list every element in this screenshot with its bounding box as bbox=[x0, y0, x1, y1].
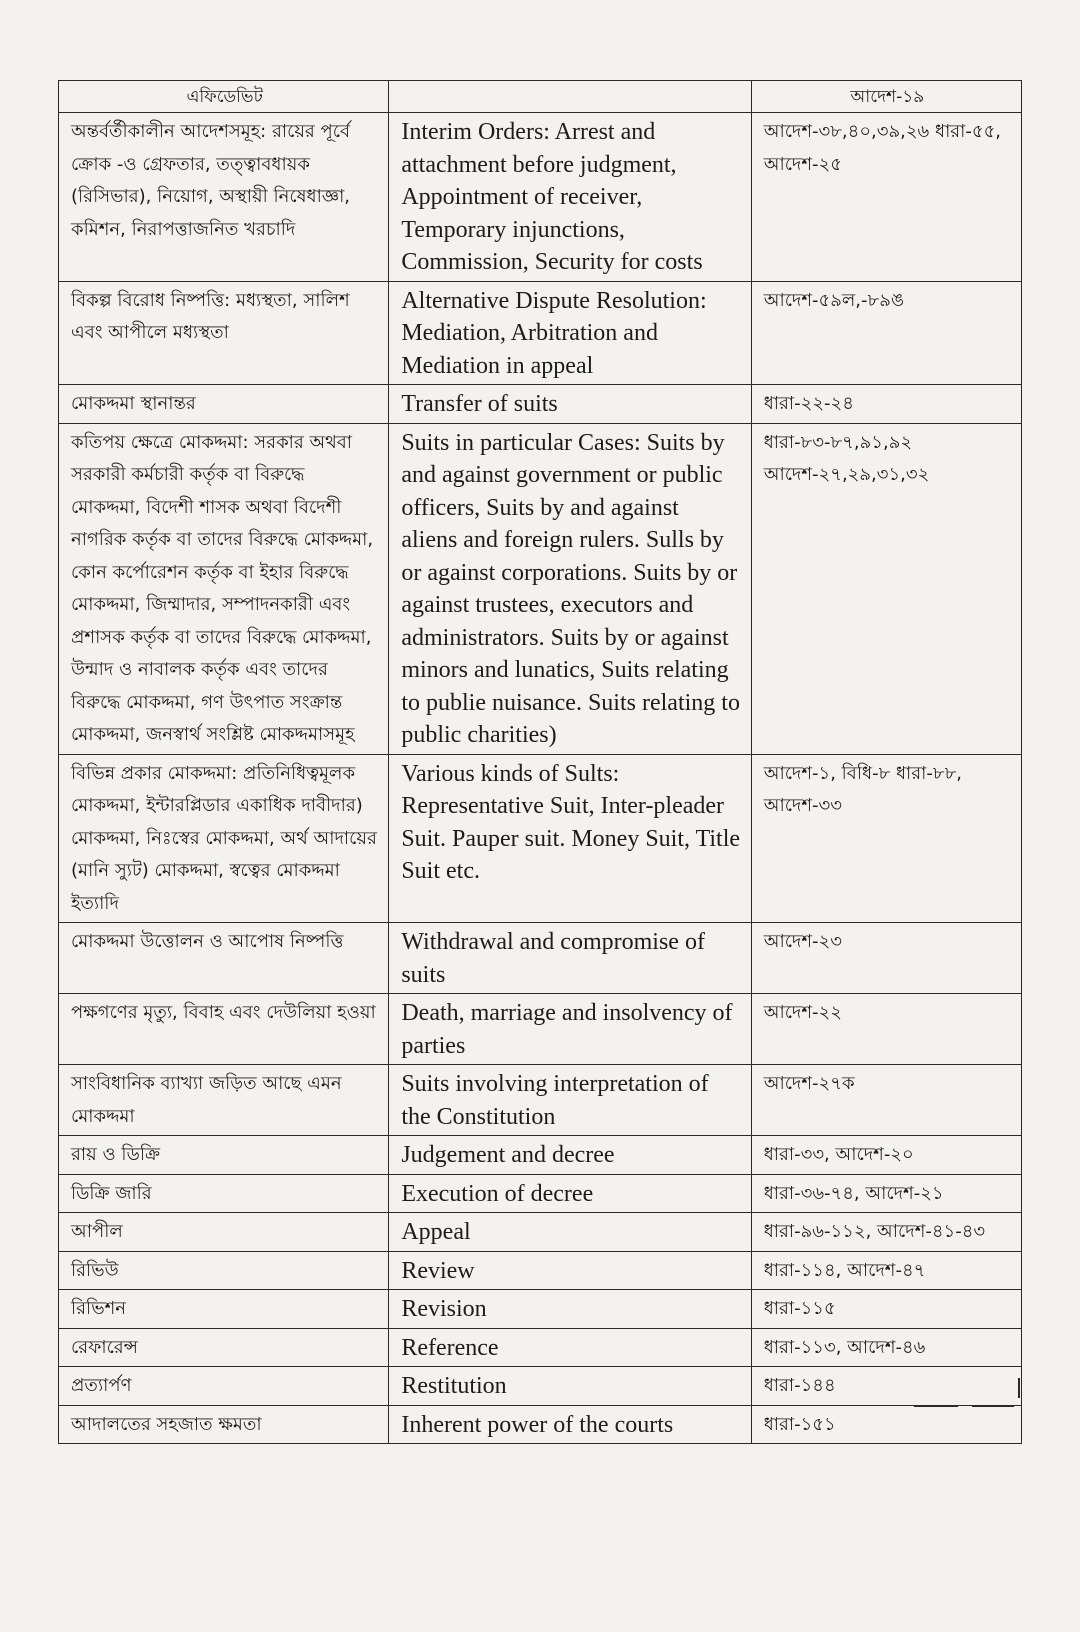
topic-reference: ধারা-১১৫ bbox=[751, 1290, 1021, 1329]
topic-english: Revision bbox=[389, 1290, 751, 1329]
topic-bangla: সাংবিধানিক ব্যাখ্যা জড়িত আছে এমন মোকদ্দমা bbox=[59, 1065, 389, 1136]
topic-english: Interim Orders: Arrest and attachment before judgment, Appointment of receiver, Temporary injunctions, Commission, Security for costs bbox=[389, 113, 751, 282]
topic-bangla: মোকদ্দমা উত্তোলন ও আপোষ নিষ্পত্তি bbox=[59, 923, 389, 994]
topic-bangla: রেফারেন্স bbox=[59, 1328, 389, 1367]
topic-english: Suits involving interpretation of the Constitution bbox=[389, 1065, 751, 1136]
topic-english: Reference bbox=[389, 1328, 751, 1367]
table-row bbox=[59, 1213, 1022, 1252]
table-header-row bbox=[59, 81, 1022, 113]
table-row bbox=[59, 1290, 1022, 1329]
topic-reference: ধারা-৯৬-১১২, আদেশ-৪১-৪৩ bbox=[751, 1213, 1021, 1252]
table-row bbox=[59, 423, 1022, 754]
topic-english: Transfer of suits bbox=[389, 385, 751, 424]
topic-bangla: পক্ষগণের মৃত্যু, বিবাহ এবং দেউলিয়া হওয়া bbox=[59, 994, 389, 1065]
topic-english: Judgement and decree bbox=[389, 1136, 751, 1175]
table-row bbox=[59, 1251, 1022, 1290]
topic-bangla: রিভিশন bbox=[59, 1290, 389, 1329]
topic-reference: ধারা-৩৬-৭৪, আদেশ-২১ bbox=[751, 1174, 1021, 1213]
topic-reference: ধারা-৮৩-৮৭,৯১,৯২ আদেশ-২৭,২৯,৩১,৩২ bbox=[751, 423, 1021, 754]
stray-tick bbox=[1018, 1378, 1020, 1398]
topic-reference: ধারা-৩৩, আদেশ-২০ bbox=[751, 1136, 1021, 1175]
topic-english: Withdrawal and compromise of suits bbox=[389, 923, 751, 994]
topic-bangla: মোকদ্দমা স্থানান্তর bbox=[59, 385, 389, 424]
topic-reference: আদেশ-৩৮,৪০,৩৯,২৬ ধারা-৫৫, আদেশ-২৫ bbox=[751, 113, 1021, 282]
topic-english: Various kinds of Sults: Representative Suit, Inter-pleader Suit. Pauper suit. Money Suit, Title Suit etc. bbox=[389, 754, 751, 923]
cpc-topics-table bbox=[58, 80, 1022, 1444]
topic-reference: আদেশ-৫৯ল,-৮৯ঙ bbox=[751, 281, 1021, 385]
topic-bangla: প্রত্যার্পণ bbox=[59, 1367, 389, 1406]
table-row bbox=[59, 1405, 1022, 1444]
topic-bangla: ডিক্রি জারি bbox=[59, 1174, 389, 1213]
table-row bbox=[59, 113, 1022, 282]
topic-reference: ধারা-১১৩, আদেশ-৪৬ bbox=[751, 1328, 1021, 1367]
topic-reference: ধারা-২২-২৪ bbox=[751, 385, 1021, 424]
topic-english: Alternative Dispute Resolution: Mediation, Arbitration and Mediation in appeal bbox=[389, 281, 751, 385]
table-row bbox=[59, 923, 1022, 994]
table-row bbox=[59, 1367, 1022, 1406]
topic-reference: আদেশ-১, বিধি-৮ ধারা-৮৮, আদেশ-৩৩ bbox=[751, 754, 1021, 923]
table-row bbox=[59, 1174, 1022, 1213]
table-row bbox=[59, 754, 1022, 923]
topic-bangla: বিভিন্ন প্রকার মোকদ্দমা: প্রতিনিধিত্বমূলক মোকদ্দমা, ইন্টারপ্লিডার একাধিক দাবীদার) মোকদ্দমা, নিঃস্বের মোকদ্দমা, অর্থ আদায়ের (মানি স্যুট) মোকদ্দমা, স্বত্বের মোকদ্দমা ইত্যাদি bbox=[59, 754, 389, 923]
header-cell-reference: আদেশ-১৯ bbox=[751, 81, 1021, 113]
stray-rule bbox=[914, 1405, 958, 1407]
topic-reference: আদেশ-২৭ক bbox=[751, 1065, 1021, 1136]
topic-bangla: আদালতের সহজাত ক্ষমতা bbox=[59, 1405, 389, 1444]
header-cell-bangla: এফিডেভিট bbox=[59, 81, 389, 113]
topic-english: Inherent power of the courts bbox=[389, 1405, 751, 1444]
topic-bangla: কতিপয় ক্ষেত্রে মোকদ্দমা: সরকার অথবা সরকারী কর্মচারী কর্তৃক বা বিরুদ্ধে মোকদ্দমা, বিদেশী শাসক অথবা বিদেশী নাগরিক কর্তৃক বা তাদের বিরুদ্ধে মোকদ্দমা, কোন কর্পোরেশন কর্তৃক বা ইহার বিরুদ্ধে মোকদ্দমা, জিম্মাদার, সম্পাদনকারী এবং প্রশাসক কর্তৃক বা তাদের বিরুদ্ধে মোকদ্দমা, উন্মাদ ও নাবালক কর্তৃক এবং তাদের বিরুদ্ধে মোকদ্দমা, গণ উৎপাত সংক্রান্ত মোকদ্দমা, জনস্বার্থ সংশ্লিষ্ট মোকদ্দমাসমূহ bbox=[59, 423, 389, 754]
table-row bbox=[59, 994, 1022, 1065]
topic-bangla: রায় ও ডিক্রি bbox=[59, 1136, 389, 1175]
topic-bangla: রিভিউ bbox=[59, 1251, 389, 1290]
topic-english: Suits in particular Cases: Suits by and against government or public officers, Suits by and against aliens and foreign rulers. Sulls by or against corporations. Suits by or against trustees, executors and administrators. Suits by or against minors and lunatics, Suits relating to publie nuisance. Suits relating to public charities) bbox=[389, 423, 751, 754]
topic-bangla: অন্তর্বর্তীকালীন আদেশসমূহ: রায়ের পূর্বে ক্রোক -ও গ্রেফতার, তত্ত্বাবধায়ক (রিসিভার), নিয়োগ, অস্থায়ী নিষেধাজ্ঞা, কমিশন, নিরাপত্তাজনিত খরচাদি bbox=[59, 113, 389, 282]
table-row bbox=[59, 281, 1022, 385]
topic-english: Review bbox=[389, 1251, 751, 1290]
table-row bbox=[59, 385, 1022, 424]
stray-rule bbox=[972, 1405, 1014, 1407]
topic-reference: আদেশ-২৩ bbox=[751, 923, 1021, 994]
table-row bbox=[59, 1328, 1022, 1367]
topic-english: Appeal bbox=[389, 1213, 751, 1252]
topic-english: Execution of decree bbox=[389, 1174, 751, 1213]
topic-bangla: আপীল bbox=[59, 1213, 389, 1252]
topic-english: Restitution bbox=[389, 1367, 751, 1406]
topic-reference: ধারা-১৪৪ bbox=[751, 1367, 1021, 1406]
table-row bbox=[59, 1136, 1022, 1175]
topic-english: Death, marriage and insolvency of parties bbox=[389, 994, 751, 1065]
header-cell-english bbox=[389, 81, 751, 113]
table-row bbox=[59, 1065, 1022, 1136]
topic-reference: ধারা-১১৪, আদেশ-৪৭ bbox=[751, 1251, 1021, 1290]
topic-reference: আদেশ-২২ bbox=[751, 994, 1021, 1065]
topic-reference: ধারা-১৫১ bbox=[751, 1405, 1021, 1444]
topic-bangla: বিকল্প বিরোধ নিষ্পত্তি: মধ্যস্থতা, সালিশ এবং আপীলে মধ্যস্থতা bbox=[59, 281, 389, 385]
